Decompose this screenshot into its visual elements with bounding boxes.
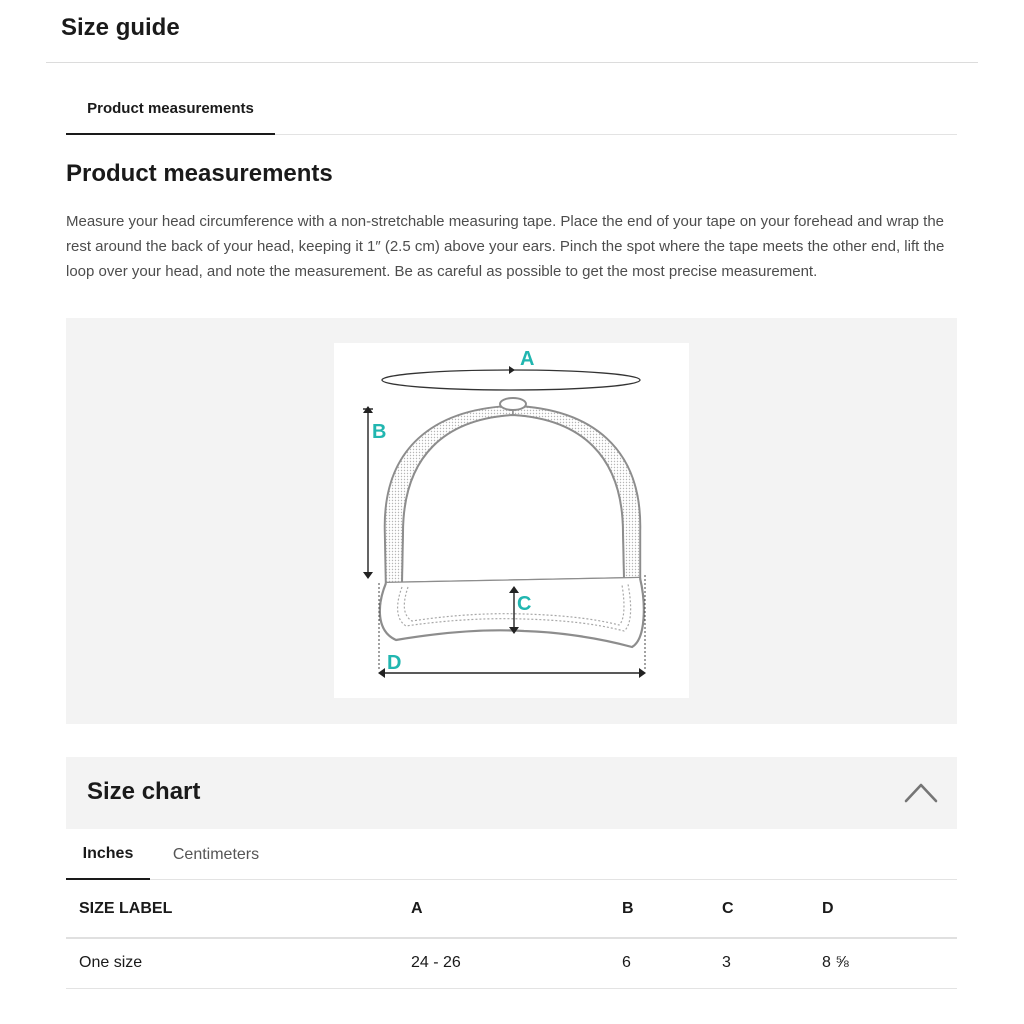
cell-a: 24 - 26: [398, 938, 609, 988]
cell-b: 6: [609, 938, 709, 988]
measurement-instructions: Measure your head circumference with a non-stretchable measuring tape. Place the end of your tape on your forehead and wrap the rest around the back of your head, keeping it 1″ (2.5 cm) above your ears. Pinch the spot where the tape meets the other end, lift the loop over your head, and note the measurement. Be as careful as possible to get the most precise measurement.: [66, 213, 945, 280]
column-header-d: D: [809, 881, 957, 938]
cap-top-button: [500, 398, 526, 410]
tab-product-measurements[interactable]: Product measurements: [66, 84, 275, 135]
chevron-up-icon[interactable]: [903, 779, 939, 805]
tab-inches[interactable]: Inches: [66, 829, 150, 880]
column-header-b: B: [609, 881, 709, 938]
column-header-c: C: [709, 881, 809, 938]
cell-d: 8 ⅝: [809, 938, 957, 988]
label-d: D: [387, 652, 402, 674]
table-row: [66, 938, 957, 988]
column-header-a: A: [398, 881, 609, 938]
section-heading: Product measurements: [66, 160, 333, 187]
guide-tabs: [66, 84, 957, 135]
label-b: B: [372, 421, 387, 443]
measure-a-ellipse: [382, 370, 640, 390]
table-header-row: [66, 881, 957, 938]
size-chart-toggle[interactable]: [66, 757, 957, 829]
cap-brim: [380, 578, 644, 647]
cap-measurement-diagram: [334, 343, 689, 698]
size-table: [66, 881, 957, 989]
arrow-b-down-icon: [363, 572, 373, 579]
label-c: C: [517, 593, 532, 615]
cap-crown: [385, 406, 640, 583]
tab-centimeters[interactable]: Centimeters: [172, 845, 260, 863]
arrow-d-left-icon: [378, 668, 385, 678]
column-header-size-label: SIZE LABEL: [66, 881, 398, 938]
label-a: A: [520, 348, 535, 370]
arrow-d-right-icon: [639, 668, 646, 678]
cell-c: 3: [709, 938, 809, 988]
page-title: Size guide: [61, 14, 180, 41]
unit-tabs: [66, 829, 957, 880]
size-chart-title: Size chart: [87, 778, 201, 805]
cell-size-label: One size: [66, 938, 398, 988]
header-divider: [46, 62, 978, 63]
arrow-a-icon: [509, 366, 515, 374]
